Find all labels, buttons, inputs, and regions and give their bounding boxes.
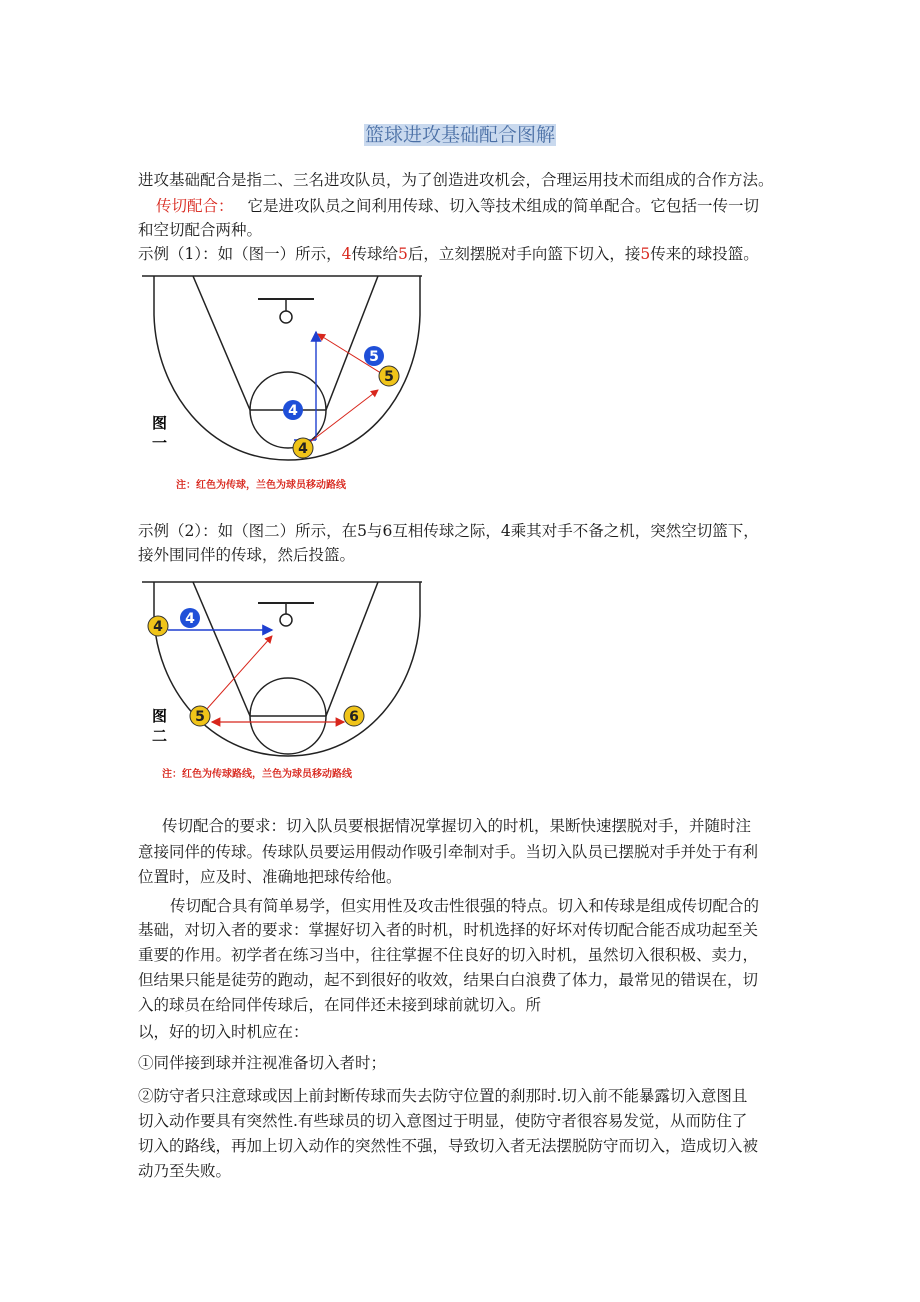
features-line4: 但结果只能是徒劳的跑动，起不到很好的收效，结果白白浪费了体力，最常见的错误在，切	[138, 971, 759, 989]
player-4-yellow	[293, 438, 313, 458]
figure2-diagram	[138, 576, 438, 786]
court-lines	[142, 582, 422, 756]
page-title: 篮球进攻基础配合图解	[364, 124, 555, 146]
timing-item1: ①同伴接到球并注视准备切入者时；	[138, 1054, 387, 1072]
court-lines	[142, 276, 422, 460]
pass-arrow-5-to-basket	[206, 636, 272, 710]
example1-text: 示例（1）：如（图一）所示，4传球给5后，立刻摆脱对手向篮下切入，接5传来的球投篮。	[138, 245, 759, 263]
requirements-line1: 传切配合的要求：切入队员要根据情况掌握切入的时机，果断快速摆脱对手，并随时注	[162, 817, 752, 835]
pass-arrow-4-to-5	[310, 390, 378, 442]
svg-text:4: 4	[153, 619, 163, 635]
svg-text:4: 4	[185, 611, 195, 627]
features-line3: 重要的作用。初学者在练习当中，往往掌握不住良好的切入时机，虽然切入很积极、卖力，	[138, 946, 759, 964]
figure2-label-top: 图	[152, 707, 168, 725]
svg-text:5: 5	[195, 709, 205, 725]
svg-text:4: 4	[288, 403, 298, 419]
player-4-blue	[283, 400, 303, 420]
features-line2: 基础，对切入者的要求：掌握好切入者的时机，时机选择的好坏对传切配合能否成功起至关	[138, 921, 759, 939]
svg-text:4: 4	[298, 441, 308, 457]
intro-paragraph: 进攻基础配合是指二、三名进攻队员，为了创造进攻机会，合理运用技术而组成的合作方法。	[138, 171, 774, 189]
requirements-line2: 意接同伴的传球。传球队员要运用假动作吸引牵制对手。当切入队员已摆脱对手并处于有利	[138, 843, 759, 861]
requirements-line3: 位置时，应及时、准确地把球传给他。	[138, 868, 402, 886]
timing-item2-line3: 切入的路线，再加上切入动作的突然性不强，导致切入者无法摆脱防守而切入，造成切入被	[138, 1137, 759, 1155]
figure1-caption: 注：红色为传球，兰色为球员移动路线	[176, 480, 346, 491]
features-line1: 传切配合具有简单易学，但实用性及攻击性很强的特点。切入和传球是组成传切配合的	[170, 897, 760, 915]
player-5-blue	[364, 346, 384, 366]
figure1-label-bottom: 一	[152, 434, 168, 452]
player-4-yellow	[148, 616, 168, 636]
player-5-yellow	[379, 366, 399, 386]
figure2-label-bottom: 二	[152, 727, 168, 745]
section-intro-line1: 传切配合： 它是进攻队员之间利用传球、切入等技术组成的简单配合。它包括一传一切	[156, 197, 760, 215]
timing-item2-line4: 动乃至失败。	[138, 1162, 232, 1180]
svg-text:6: 6	[349, 709, 359, 725]
svg-text:5: 5	[384, 369, 394, 385]
player-5-yellow	[190, 706, 210, 726]
section-heading: 传切配合：	[156, 197, 234, 215]
features-line6: 以，好的切入时机应在：	[138, 1023, 309, 1041]
timing-item2-line1: ②防守者只注意球或因上前封断传球而失去防守位置的刹那时.切入前不能暴露切入意图且	[138, 1087, 748, 1105]
figure1-label-top: 图	[152, 414, 168, 432]
svg-text:5: 5	[369, 349, 379, 365]
example2-line2: 接外围同伴的传球，然后投篮。	[138, 546, 356, 564]
timing-item2-line2: 切入动作要具有突然性.有些球员的切入意图过于明显，使防守者很容易发觉，从而防住了	[138, 1112, 748, 1130]
player-6-yellow	[344, 706, 364, 726]
figure2-caption: 注：红色为传球路线，兰色为球员移动路线	[162, 769, 352, 780]
player-4-blue	[180, 608, 200, 628]
example2-line1: 示例（2）：如（图二）所示，在5与6互相传球之际，4乘其对手不备之机，突然空切篮下，	[138, 522, 759, 540]
section-intro-line2: 和空切配合两种。	[138, 221, 263, 239]
figure1-diagram	[138, 270, 438, 498]
features-line5: 入的球员在给同伴传球后，在同伴还未接到球前就切入。所	[138, 996, 542, 1014]
